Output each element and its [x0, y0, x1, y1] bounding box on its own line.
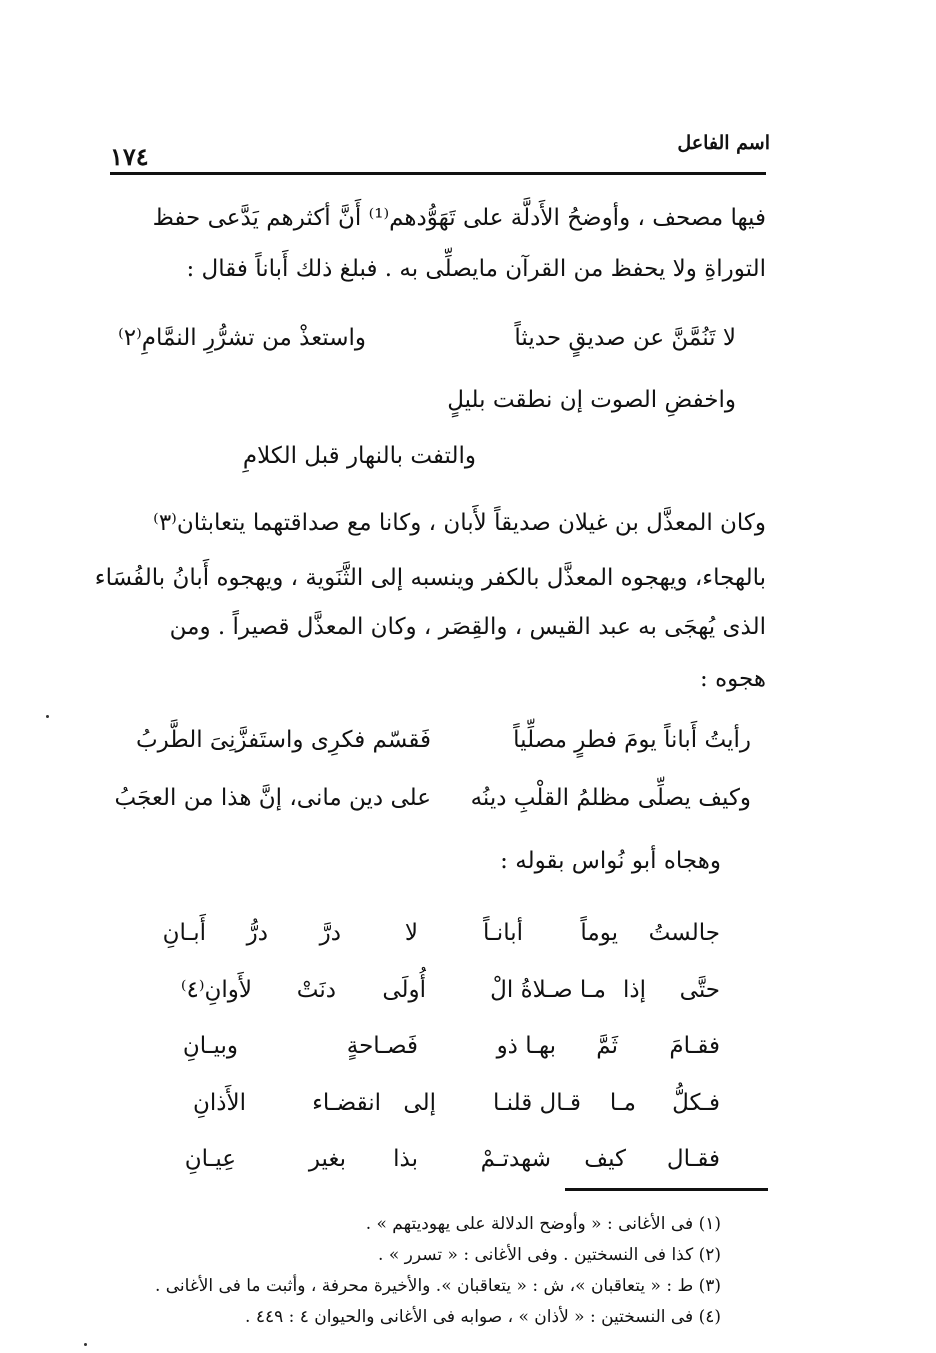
poem3-row1-a: جالستُ	[648, 920, 720, 946]
poem3-row4-b: مـا	[609, 1090, 636, 1116]
footnote-4: (٤) فى النسختين : « لأذان » ، صوابه فى الأغانى والحيوان ٤ : ٤٤٩ .	[245, 1307, 721, 1327]
poem1-verse2: واخفضِ الصوت إن نطقت بليلٍ	[447, 387, 736, 413]
poem3-row1-c: أبانـاً	[483, 920, 523, 946]
running-header	[110, 130, 770, 174]
poem3-row1-e: درَّ	[319, 920, 341, 946]
poem3-row5-g: عِيـانِ	[184, 1146, 236, 1172]
footnote-2: (٢) كذا فى النسختين . وفى الأغانى : « تسرر » .	[378, 1245, 721, 1265]
footnote-rule	[565, 1188, 768, 1191]
poem3-row3-c: بهـا ذو	[496, 1033, 556, 1059]
poem3-row5-a: فقـال	[666, 1146, 720, 1172]
poem3-row4-c: قـال قلنـا	[492, 1090, 581, 1116]
poem2-verse1-right: رأيتُ أَباناً يومَ فطرٍ مصلِّياً	[513, 727, 751, 753]
poem3-row2-e: دنَتْ	[296, 977, 336, 1003]
poem2-verse2-right: وكيف يصلِّى مظلمُ القلْبِ دينُه	[470, 785, 751, 811]
poem3-row4-d: إلى	[403, 1090, 436, 1116]
para3-line-1: وهجاه أبو نُواس بقوله :	[500, 848, 721, 874]
poem2-verse1-left: فَقسّم فكرِى واستَفزَّنِىَ الطَّربُ	[136, 727, 431, 753]
poem3-row3-b: ثَمَّ	[596, 1033, 618, 1059]
poem3-row2-c: مـا صـلاةُ الْ	[490, 977, 606, 1003]
poem3-row1-d: لا	[404, 920, 418, 946]
poem3-row5-b: كيف	[584, 1146, 626, 1172]
footnote-1: (١) فى الأغانى : « وأوضح الدلالة على يهوديتهم » .	[365, 1214, 721, 1234]
chapter-title: اسم الفاعل	[677, 132, 770, 154]
page-number: ١٧٤	[110, 142, 149, 171]
poem3-row1-b: يوماً	[580, 920, 618, 946]
poem3-row2-a: حتَّى	[679, 977, 720, 1003]
poem3-row5-e: بغير	[308, 1146, 346, 1172]
poem3-row4-a: فـكلُّ	[672, 1090, 720, 1116]
para2-line-1: وكان المعذَّل بن غيلان صديقاً لأَبان ، وكانا مع صداقتهما يتعابثان⁽٣⁾	[153, 510, 766, 536]
poem3-row4-e: انقضـاء	[312, 1090, 381, 1116]
poem1-verse3: والتفت بالنهار قبل الكلامِ	[242, 443, 476, 469]
poem3-row3-g: وبيـانِ	[182, 1033, 238, 1059]
header-rule	[110, 172, 766, 175]
poem1-verse1-right: لا تَنُمَّنَّ عن صديقٍ حديثاً	[514, 325, 736, 351]
intro-line-1: فيها مصحف ، وأوضحُ الأَدلَّة على تَهَوُّدهم⁽¹⁾ أَنَّ أكثرهم يَدَّعى حفظ	[152, 205, 766, 231]
footnote-3: (٣) ط : « يتعاقبان »، ش : « يتعاقبان ». والأخيرة محرفة ، وأثبت ما فى الأغانى .	[154, 1276, 721, 1296]
poem3-row4-g: الأَذانِ	[192, 1090, 246, 1116]
intro-line-2: التوراةِ ولا يحفظ من القرآن مايصلِّى به . فبلغ ذلك أَباناً فقال :	[186, 256, 766, 282]
poem3-row2-b: إذا	[622, 977, 646, 1003]
poem3-row2-d: أُولَى	[382, 977, 426, 1003]
para2-line-4: هجوه :	[700, 666, 766, 692]
poem3-row5-c: شهدتـمْ	[480, 1146, 551, 1172]
para2-line-2: بالهجاء، ويهجوه المعذَّل بالكفر وينسبه إلى الثَّنَوية ، ويهجوه أَبانُ بالفُسَاء	[94, 565, 766, 591]
scan-speck	[46, 715, 49, 718]
poem3-row1-g: أَبـانِ	[162, 920, 206, 946]
para2-line-3: الذى يُهجَى به عبد القيس ، والقِصَر ، وكان المعذَّل قصيراً . ومن	[169, 614, 766, 640]
poem3-row5-d: بذا	[393, 1146, 418, 1172]
poem3-row1-f: درُّ	[246, 920, 268, 946]
poem3-row3-d: فَصـاحةٍ	[346, 1033, 418, 1059]
scan-speck	[84, 1343, 87, 1346]
poem2-verse2-left: على دين مانى، إنَّ هذا من العجَبُ	[114, 785, 431, 811]
poem1-verse1-left: واستعذْ من تشرُّرِ النمَّامِ⁽٢⁾	[118, 325, 366, 351]
poem3-row3-a: فقـامَ	[669, 1033, 720, 1059]
poem3-row2-g: لأَوانِ⁽٤⁾	[180, 977, 252, 1003]
